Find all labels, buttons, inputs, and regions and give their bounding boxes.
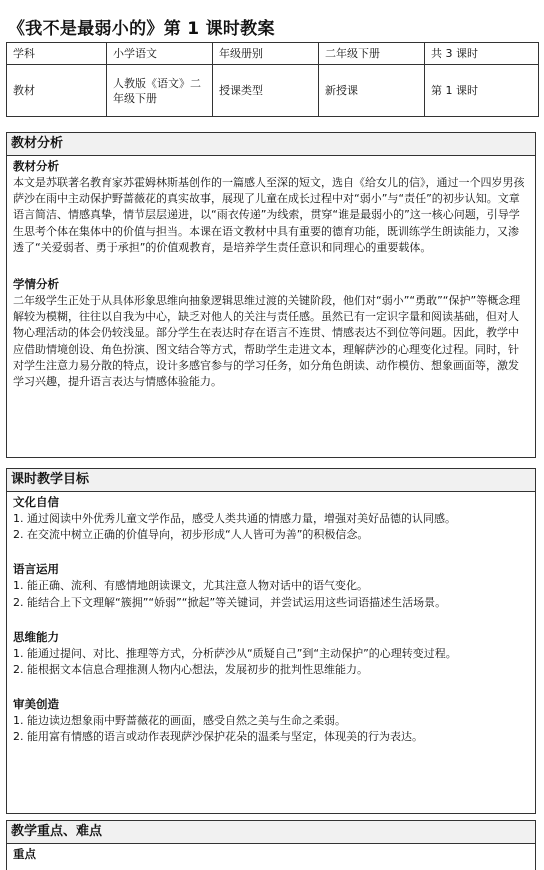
info-cell-textbook-label: 教材 — [7, 65, 107, 117]
learner-analysis-title: 学情分析 — [13, 277, 59, 292]
info-cell-type: 新授课 — [319, 65, 425, 117]
info-cell-type-label: 授课类型 — [213, 65, 319, 117]
goal-aesthetic-item: 1. 能边读边想象雨中野蔷薇花的画面，感受自然之美与生命之柔弱。 — [13, 714, 346, 728]
goal-language-item: 2. 能结合上下文理解“簇拥”“娇弱”“掀起”等关键词，并尝试运用这些词语描述生活场景。 — [13, 595, 447, 609]
goal-thinking-item: 1. 能通过提问、对比、推理等方式，分析萨沙从“质疑自己”到“主动保护”的心理转变过程。 — [13, 646, 457, 660]
material-analysis-text: 本文是苏联著名教育家苏霍姆林斯基创作的一篇感人至深的短文，选自《给女儿的信》，通过一个四岁男孩萨沙在雨中主动保护野蔷薇花的真实故事，展现了儿童在成长过程中对“弱小”与“责任”的初步认知。文章语言简洁、情感真挚，情节层层递进，以“雨衣传递”为线索，贯穿“谁是最弱小的”这一核心问题，引导学生思考个体在集体中的价值与担当。本课在语文教材中具有重要的德育功能，既训练学生朗读能力，又渗透了“关爱弱者、勇于承担”的价值观教育，是培养学生责任意识和同理心的重要载体。 — [13, 176, 525, 254]
goal-thinking-item: 2. 能根据文本信息合理推测人物内心想法，发展初步的批判性思维能力。 — [13, 663, 368, 677]
goal-aesthetic-title: 审美创造 — [13, 697, 59, 712]
info-cell-period: 第 1 课时 — [425, 65, 539, 117]
key-points-section — [6, 820, 536, 870]
goal-aesthetic-item: 2. 能用富有情感的语言或动作表现萨沙保护花朵的温柔与坚定，体现美的行为表达。 — [13, 730, 423, 744]
info-cell-subject: 小学语文 — [107, 43, 213, 65]
info-table — [6, 42, 539, 117]
info-cell-subject-label: 学科 — [7, 43, 107, 65]
goal-culture-item: 2. 在交流中树立正确的价值导向，初步形成“人人皆可为善”的积极信念。 — [13, 528, 369, 542]
info-row — [7, 43, 539, 65]
info-cell-grade-label: 年级册别 — [213, 43, 319, 65]
learner-analysis-text: 二年级学生正处于从具体形象思维向抽象逻辑思维过渡的关键阶段，他们对“弱小”“勇敢”“保护”等概念理解较为模糊，往往以自我为中心，缺乏对他人的关注与责任感。虽然已有一定识字量和阅读基础，但对人物心理活动的体会仍较浅显。部分学生在表达时存在语言不连贯、情感表达不到位等问题。因此，教学中应借助情境创设、角色扮演、图文结合等方式，帮助学生走进文本，理解萨沙的心理变化过程。同时，针对学生注意力易分散的特点，设计多感官参与的学习任务，如分角色朗读、动作模仿、想象画面等，激发学习兴趣，提升语言表达与情感体验能力。 — [13, 294, 521, 389]
info-cell-total-periods: 共 3 课时 — [425, 43, 539, 65]
goals-section — [6, 468, 536, 814]
info-row — [7, 65, 539, 117]
analysis-heading: 教材分析 — [7, 133, 535, 156]
info-cell-textbook: 人教版《语文》二年级下册 — [107, 65, 213, 117]
goals-heading: 课时教学目标 — [7, 469, 535, 492]
key-points-subtitle: 重点 — [13, 847, 36, 861]
goal-language-title: 语言运用 — [13, 562, 59, 577]
goal-culture-title: 文化自信 — [13, 495, 59, 509]
page-title: 《我不是最弱小的》第 1 课时教案 — [8, 19, 275, 39]
goal-language-item: 1. 能正确、流利、有感情地朗读课文，尤其注意人物对话中的语气变化。 — [13, 579, 368, 593]
goal-thinking-title: 思维能力 — [13, 629, 59, 644]
key-points-heading: 教学重点、难点 — [7, 821, 535, 844]
goal-culture-item: 1. 通过阅读中外优秀儿童文学作品，感受人类共通的情感力量，增强对美好品德的认同感。 — [13, 512, 456, 525]
analysis-section — [6, 132, 536, 458]
info-cell-grade: 二年级下册 — [319, 43, 425, 65]
material-analysis-title: 教材分析 — [13, 159, 59, 173]
